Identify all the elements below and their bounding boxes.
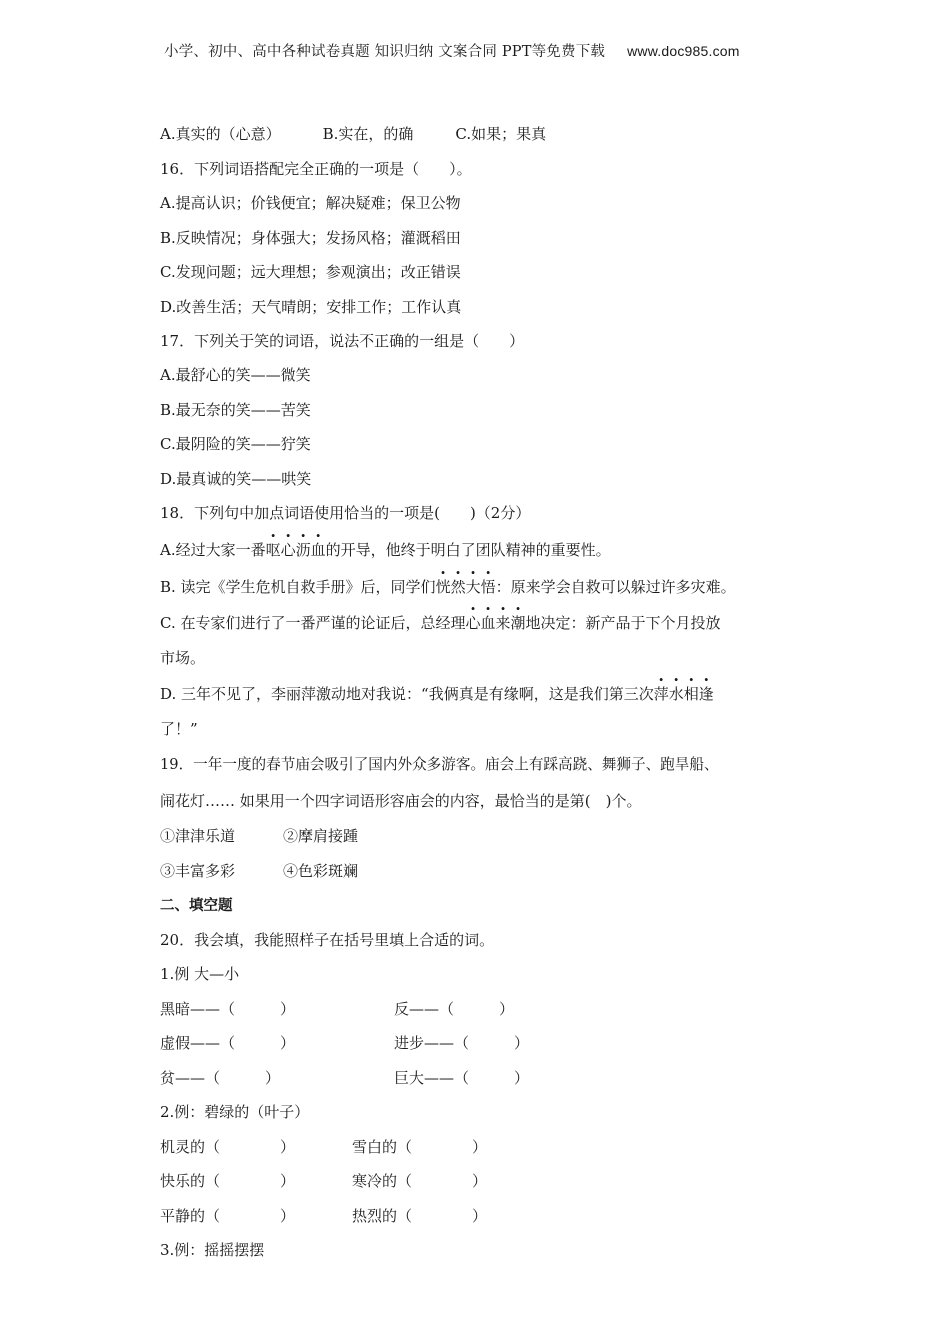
- q19-options-row2: [160, 861, 358, 881]
- dotted-char: 大: [465, 578, 481, 596]
- q17-option-c: C.最阴险的笑——狞笑: [160, 435, 311, 453]
- fill-blank-item: 寒冷的（ ）: [352, 1172, 488, 1190]
- q19-option-3: ③丰富多彩: [160, 862, 236, 880]
- q16-option-c: C.发现问题；远大理想；参观演出；改正错误: [160, 263, 461, 281]
- fill-blank-item: 快乐的（ ）: [160, 1172, 296, 1190]
- q16-stem: 16．下列词语搭配完全正确的一项是（ ）。: [160, 160, 472, 178]
- q18-a-dotted-word: [266, 541, 326, 559]
- q18-option-c: [160, 613, 721, 633]
- q17-option-b: B.最无奈的笑——苦笑: [160, 401, 311, 419]
- q20-p2-row: [352, 1171, 487, 1191]
- q20-part1-title: 1.例 大—小: [160, 965, 240, 983]
- q16-option-a: A.提高认识；价钱便宜；解决疑难；保卫公物: [160, 194, 461, 212]
- dotted-char: 萍: [653, 685, 669, 703]
- fill-blank-item: 热烈的（ ）: [352, 1207, 488, 1225]
- q18-option-a: [160, 540, 611, 560]
- q18-c-post: 地决定：新产品于下个月投放: [525, 614, 721, 632]
- q18-a-pre: A.经过大家一番: [160, 541, 266, 559]
- header-url[interactable]: www.doc985.com: [627, 43, 740, 59]
- fill-blank-item: 雪白的（ ）: [352, 1138, 488, 1156]
- q20-p2-row: [160, 1206, 295, 1226]
- q18-option-c-line2: 市场。: [160, 649, 206, 667]
- q18-option-d: [160, 684, 714, 704]
- section-title: 二、填空题: [160, 898, 233, 914]
- dotted-char: 心: [465, 614, 481, 632]
- q18-b-dotted-word: [436, 578, 496, 596]
- q20-p2-row: [160, 1137, 295, 1157]
- fill-blank-item: 黑暗——（ ）: [160, 1000, 296, 1018]
- dotted-char: 逢: [698, 685, 714, 703]
- dotted-char: 血: [480, 614, 496, 632]
- fill-blank-item: 机灵的（ ）: [160, 1138, 296, 1156]
- page-header: [164, 40, 740, 61]
- fill-blank-item: 贫——（ ）: [160, 1069, 281, 1087]
- q16-option-d: D.改善生活；天气晴朗；安排工作；工作认真: [160, 298, 462, 316]
- q17-stem: 17．下列关于笑的词语，说法不正确的一组是（ ）: [160, 332, 525, 350]
- q20-p1-row: [394, 999, 514, 1019]
- fill-blank-item: 巨大——（ ）: [394, 1069, 530, 1087]
- q20-p1-row: [160, 1033, 295, 1053]
- q19-option-1: ①津津乐道: [160, 827, 236, 845]
- dotted-char: 恍: [435, 578, 451, 596]
- q17-option-d: D.最真诚的笑——哄笑: [160, 470, 312, 488]
- fill-blank-item: 虚假——（ ）: [160, 1034, 296, 1052]
- q20-part2-title: 2.例：碧绿的（叶子）: [160, 1103, 310, 1121]
- q20-p2-row: [352, 1206, 487, 1226]
- q18-d-dotted-word: [654, 685, 714, 703]
- dotted-char: 水: [668, 685, 684, 703]
- q20-p2-row: [160, 1171, 295, 1191]
- q16-option-b: B.反映情况；身体强大；发扬风格；灌溉稻田: [160, 229, 461, 247]
- q20-p1-row: [160, 1068, 280, 1088]
- q15-option-a: A.真实的（心意）: [160, 125, 281, 143]
- q19-option-2: ②摩肩接踵: [283, 827, 359, 845]
- dotted-char: 然: [450, 578, 466, 596]
- dotted-char: 心: [280, 541, 296, 559]
- q20-p1-row: [160, 999, 295, 1019]
- fill-blank-item: 反——（ ）: [394, 1000, 515, 1018]
- q18-d-pre: D. 三年不见了，李丽萍激动地对我说：“我俩真是有缘啊，这是我们第三次: [160, 685, 654, 703]
- q18-option-b: [160, 577, 736, 597]
- q20-part3-title: 3.例：摇摇摆摆: [160, 1241, 265, 1259]
- dotted-char: 血: [310, 541, 326, 559]
- dotted-char: 沥: [295, 541, 311, 559]
- q18-c-dotted-word: [465, 614, 525, 632]
- dotted-char: 潮: [510, 614, 526, 632]
- q20-p1-row: [394, 1033, 529, 1053]
- q19-stem-line1: 19．一年一度的春节庙会吸引了国内外众多游客。庙会上有踩高跷、舞狮子、跑旱船、: [160, 756, 719, 773]
- dotted-char: 悟: [480, 578, 496, 596]
- q17-option-a: A.最舒心的笑——微笑: [160, 366, 311, 384]
- q18-b-post: ：原来学会自救可以躲过许多灾难。: [495, 578, 736, 596]
- q15-options: [160, 124, 546, 144]
- q19-options-row1: [160, 826, 358, 846]
- q20-p1-row: [394, 1068, 529, 1088]
- q18-a-post: 的开导，他终于明白了团队精神的重要性。: [325, 541, 611, 559]
- fill-blank-item: 平静的（ ）: [160, 1207, 296, 1225]
- q18-stem: 18．下列句中加点词语使用恰当的一项是( )（2分）: [160, 504, 531, 522]
- q15-option-b: B.实在，的确: [322, 125, 414, 143]
- header-text: 小学、初中、高中各种试卷真题 知识归纳 文案合同 PPT等免费下载: [164, 44, 606, 60]
- fill-blank-item: 进步——（ ）: [394, 1034, 530, 1052]
- q18-c-pre: C. 在专家们进行了一番严谨的论证后，总经理: [160, 614, 466, 632]
- dotted-char: 来: [495, 614, 511, 632]
- q19-option-4: ④色彩斑斓: [283, 862, 359, 880]
- q15-option-c: C.如果；果真: [455, 125, 547, 143]
- q20-p2-row: [352, 1137, 487, 1157]
- q20-stem: 20．我会填，我能照样子在括号里填上合适的词。: [160, 931, 495, 949]
- q18-option-d-line2: 了！”: [160, 720, 198, 738]
- q19-stem-line2: 闹花灯…… 如果用一个四字词语形容庙会的内容，最恰当的是第( )个。: [160, 792, 642, 810]
- dotted-char: 呕: [265, 541, 281, 559]
- dotted-char: 相: [683, 685, 699, 703]
- q18-b-pre: B. 读完《学生危机自救手册》后，同学们: [160, 578, 436, 596]
